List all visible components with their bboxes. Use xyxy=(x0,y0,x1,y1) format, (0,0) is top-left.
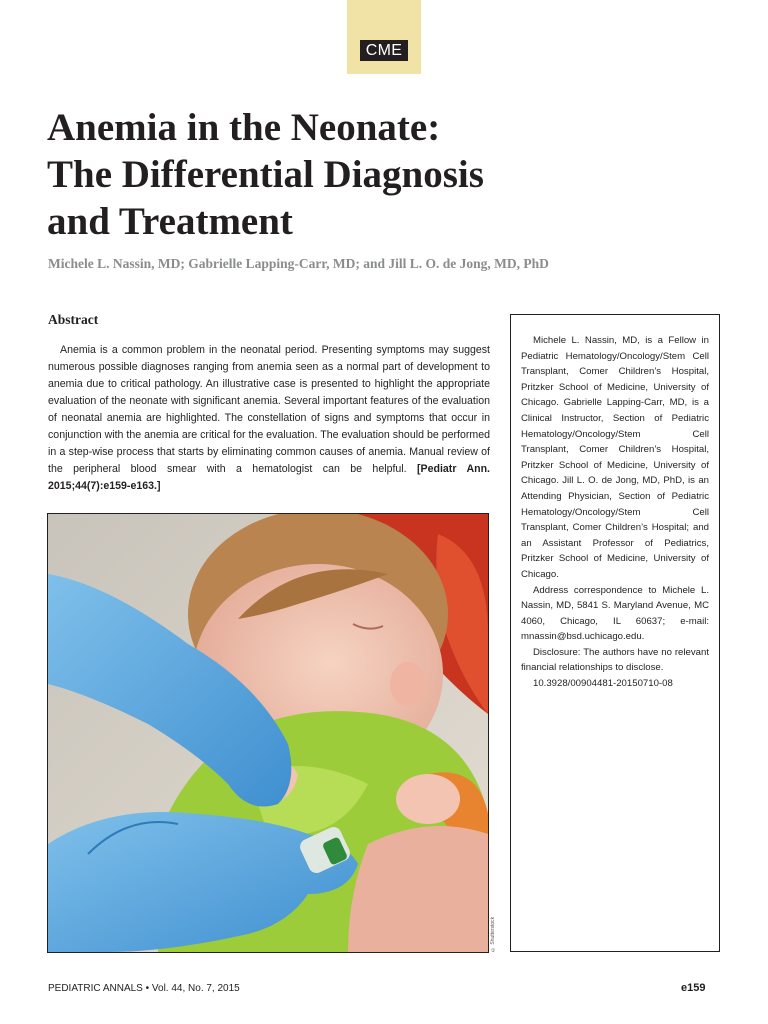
cme-badge: CME xyxy=(360,40,408,61)
abstract-text: Anemia is a common problem in the neonatal period. Presenting symptoms may suggest numerous possible diagnoses ranging from anemia seen as a normal part of development to anemia due to critical pathology. An illustrative case is presented to highlight the appropriate evaluation of the neonate with significant anemia. Several important features of the evaluation of neonatal anemia are highlighted. The constellation of signs and symptoms that occur in conjunction with the anemia are critical for the evaluation. The evaluation should be performed in a step-wise process that starts by eliminating common causes of anemia. Manual review of the peripheral blood smear with a hematologist can be helpful. xyxy=(48,344,490,475)
article-photo xyxy=(47,513,489,953)
author-list: Michele L. Nassin, MD; Gabrielle Lapping-Carr, MD; and Jill L. O. de Jong, MD, PhD xyxy=(48,256,549,271)
neonate-heel-prick-illustration xyxy=(48,514,488,952)
title-line-2: The Differential Diagnosis xyxy=(47,153,484,196)
abstract-citation: [Pediatr Ann. 2015;44(7):e159-e163.] xyxy=(48,463,490,492)
article-title xyxy=(47,104,687,245)
abstract-body xyxy=(48,342,490,495)
page-number: e159 xyxy=(681,982,706,994)
disclosure-statement: Disclosure: The authors have no relevant financial relationships to disclose. xyxy=(521,646,709,674)
correspondence-address: Address correspondence to Michele L. Nassin, MD, 5841 S. Maryland Avenue, MC 4060, Chicago, IL 60637; e-mail: mnassin@bsd.uchicago.edu. xyxy=(521,584,709,643)
abstract-heading: Abstract xyxy=(48,312,99,327)
author-affiliations: Michele L. Nassin, MD, is a Fellow in Pediatric Hematology/Oncology/Stem Cell Transplant, Comer Children’s Hospital, Pritzker School of Medicine, University of Chicago. Gabrielle Lapping-Carr, MD, is a Clinical Instructor, Section of Pediatric Hematology/Oncology/Stem Cell Transplant, Comer Children’s Hospital, Pritzker School of Medicine, University of Chicago. Jill L. O. de Jong, MD, PhD, is an Attending Physician, Section of Pediatric Hematology/Oncology/Stem Cell Transplant, Comer Children’s Hospital; and an Assistant Professor of Pediatrics, Pritzker School of Medicine, University of Chicago. xyxy=(521,335,709,580)
cme-tab xyxy=(347,0,421,74)
doi: 10.3928/00904481-20150710-08 xyxy=(533,678,673,690)
title-line-1: Anemia in the Neonate: xyxy=(47,106,441,149)
title-line-3: and Treatment xyxy=(47,200,293,243)
journal-footer: PEDIATRIC ANNALS • Vol. 44, No. 7, 2015 xyxy=(48,983,240,994)
photo-credit: © Shutterstock xyxy=(490,916,496,952)
author-info-box xyxy=(510,314,720,952)
